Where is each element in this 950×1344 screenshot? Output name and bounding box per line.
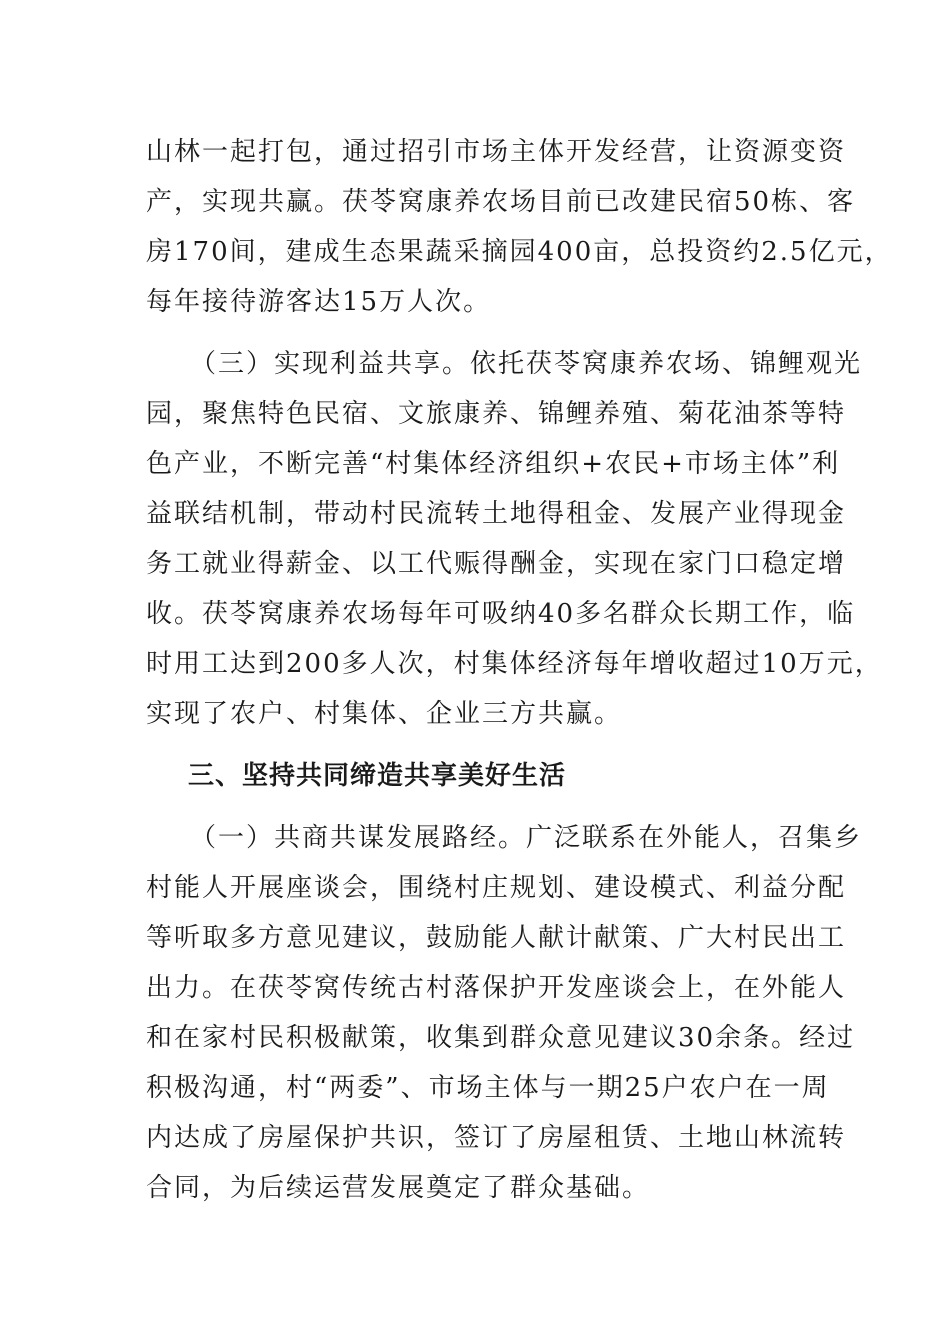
text-line: 每年接待游客达15万人次。 <box>146 287 492 317</box>
text-line: 益联结机制，带动村民流转土地得租金、发展产业得现金 <box>146 499 847 529</box>
text-line: 产，实现共赢。茯苓窝康养农场目前已改建民宿50栋、客 <box>146 187 856 217</box>
text-line: 村能人开展座谈会，围绕村庄规划、建设模式、利益分配 <box>146 873 847 903</box>
text-line: 房170间，建成生态果蔬采摘园400亩，总投资约2.5亿元， <box>146 237 893 267</box>
section-heading: 三、坚持共同缔造共享美好生活 <box>188 761 567 791</box>
text-line: 收。茯苓窝康养农场每年可吸纳40多名群众长期工作，临 <box>146 599 856 629</box>
text-line: 实现了农户、村集体、企业三方共赢。 <box>146 699 623 729</box>
text-line: 积极沟通，村“两委”、市场主体与一期25户农户在一周 <box>146 1073 830 1103</box>
text-line: 园，聚焦特色民宿、文旅康养、锦鲤养殖、菊花油茶等特 <box>146 399 847 429</box>
text-line: 出力。在茯苓窝传统古村落保护开发座谈会上，在外能人 <box>146 973 847 1003</box>
text-line: 色产业，不断完善“村集体经济组织+农民+市场主体”利 <box>146 449 841 479</box>
text-line: 务工就业得薪金、以工代赈得酬金，实现在家门口稳定增 <box>146 549 847 579</box>
text-line: 时用工达到200多人次，村集体经济每年增收超过10万元， <box>146 649 883 679</box>
text-line: （三）实现利益共享。依托茯苓窝康养农场、锦鲤观光 <box>190 349 863 379</box>
text-line: 合同，为后续运营发展奠定了群众基础。 <box>146 1173 651 1203</box>
text-line: 内达成了房屋保护共识，签订了房屋租赁、土地山林流转 <box>146 1123 847 1153</box>
text-line: （一）共商共谋发展路经。广泛联系在外能人，召集乡 <box>190 823 863 853</box>
text-line: 等听取多方意见建议，鼓励能人献计献策、广大村民出工 <box>146 923 847 953</box>
text-line: 山林一起打包，通过招引市场主体开发经营，让资源变资 <box>146 137 847 167</box>
text-line: 和在家村民积极献策，收集到群众意见建议30余条。经过 <box>146 1023 856 1053</box>
